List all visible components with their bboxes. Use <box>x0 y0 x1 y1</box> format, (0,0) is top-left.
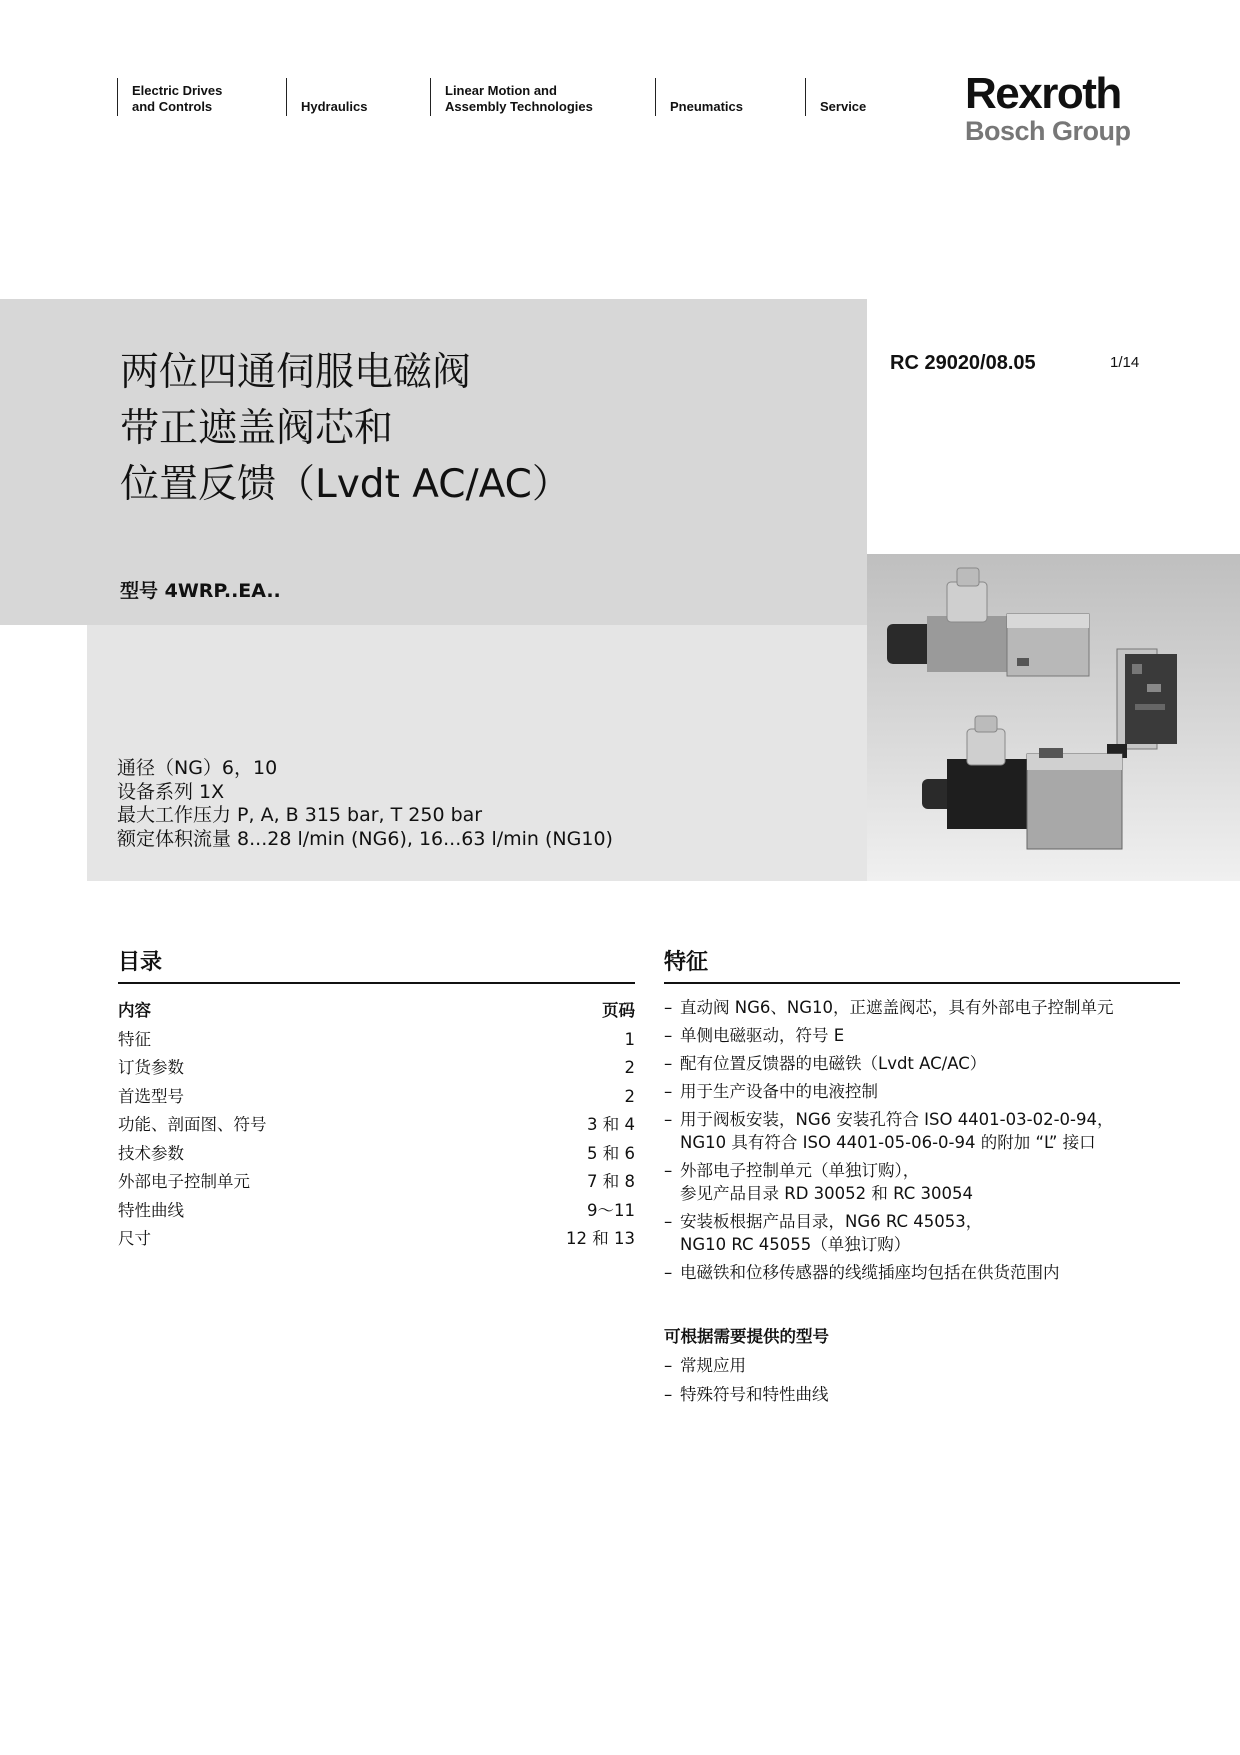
toc-row-page: 3 和 4 <box>587 1115 635 1134</box>
nav-service[interactable]: Service <box>805 78 866 116</box>
toc-row-page: 9～11 <box>587 1200 635 1220</box>
control-card-image <box>1107 649 1177 758</box>
document-title <box>120 345 571 513</box>
toc-row-label: 技术参数 <box>118 1143 184 1163</box>
title-line-2: 带正遮盖阀芯和 <box>120 406 394 451</box>
toc-header-row <box>118 997 635 1026</box>
feature-text: 配有位置反馈器的电磁铁（Lvdt AC/AC） <box>680 1054 987 1073</box>
logo-wordmark: Rexroth <box>965 69 1121 118</box>
spec-flow: 额定体积流量 8...28 l/min (NG6), 16...63 l/min (NG10) <box>117 827 613 850</box>
toc-row[interactable] <box>118 1140 635 1169</box>
toc-row[interactable] <box>118 1197 635 1226</box>
valve-ng6-image <box>887 568 1089 676</box>
nav-pneumatics[interactable]: Pneumatics <box>655 78 743 116</box>
toc-row-label: 功能、剖面图、符号 <box>118 1115 267 1134</box>
spec-nominal-size: 通径（NG）6，10 <box>117 757 278 779</box>
bullet-dash: – <box>664 1054 673 1073</box>
bullet-dash: – <box>664 1026 673 1045</box>
feature-text: 外部电子控制单元（单独订购）， <box>680 1161 920 1180</box>
list-item <box>664 996 1184 1019</box>
toc-row-page: 2 <box>624 1058 635 1077</box>
toc-row-label: 尺寸 <box>118 1229 151 1248</box>
toc-row[interactable] <box>118 1225 635 1254</box>
document-number: RC 29020/08.05 <box>890 352 1036 374</box>
product-photo <box>867 554 1240 881</box>
title-line-1: 两位四通伺服电磁阀 <box>120 350 472 395</box>
rexroth-logo <box>965 69 1145 146</box>
table-of-contents <box>118 997 635 1254</box>
list-item <box>664 1352 829 1381</box>
toc-row-page: 5 和 6 <box>587 1143 635 1163</box>
logo-subtitle: Bosch Group <box>965 116 1131 146</box>
bullet-dash: – <box>664 1356 673 1375</box>
toc-row-page: 2 <box>624 1086 635 1106</box>
toc-col-content: 内容 <box>118 1001 151 1020</box>
list-item <box>664 1210 1184 1256</box>
toc-row-label: 订货参数 <box>118 1058 184 1077</box>
spec-series: 设备系列 1X <box>117 780 225 803</box>
list-item <box>664 1381 829 1410</box>
feature-text: 参见产品目录 RD 30052 和 RC 30054 <box>680 1184 974 1203</box>
feature-text: NG10 具有符合 ISO 4401-05-06-0-94 的附加 “L” 接口 <box>680 1133 1096 1152</box>
nav-electric-drives[interactable]: Electric Drives and Controls <box>117 78 222 116</box>
toc-row-page: 12 和 13 <box>566 1229 635 1248</box>
available-versions-list <box>664 1352 829 1409</box>
bullet-dash: – <box>664 998 673 1017</box>
toc-heading: 目录 <box>118 945 635 984</box>
feature-text: 直动阀 NG6、NG10，正遮盖阀芯，具有外部电子控制单元 <box>680 998 1114 1017</box>
nav-linear-motion[interactable]: Linear Motion and Assembly Technologies <box>430 78 593 116</box>
valve-illustration <box>867 554 1240 881</box>
bullet-dash: – <box>664 1263 673 1282</box>
bullet-dash: – <box>664 1384 673 1404</box>
toc-row[interactable] <box>118 1026 635 1055</box>
available-text: 特殊符号和特性曲线 <box>680 1384 829 1404</box>
toc-row[interactable] <box>118 1168 635 1197</box>
toc-row-label: 特性曲线 <box>118 1200 184 1220</box>
feature-text: 安装板根据产品目录，NG6 RC 45053， <box>680 1212 983 1231</box>
list-item <box>664 1159 1184 1205</box>
toc-col-page: 页码 <box>602 1001 635 1020</box>
list-item <box>664 1080 1184 1103</box>
toc-row-label: 首选型号 <box>118 1086 184 1106</box>
feature-text: 用于阀板安装，NG6 安装孔符合 ISO 4401-03-02-0-94， <box>680 1110 1114 1129</box>
toc-row-page: 7 和 8 <box>587 1172 635 1191</box>
available-versions-heading: 可根据需要提供的型号 <box>664 1327 829 1346</box>
toc-row-label: 外部电子控制单元 <box>118 1172 250 1191</box>
page-number: 1/14 <box>1110 354 1140 371</box>
bullet-dash: – <box>664 1082 673 1101</box>
feature-text: 单侧电磁驱动，符号 E <box>680 1026 845 1045</box>
available-text: 常规应用 <box>680 1356 746 1375</box>
toc-row[interactable] <box>118 1083 635 1112</box>
features-list <box>664 996 1184 1289</box>
title-line-3: 位置反馈（Lvdt AC/AC） <box>120 462 571 507</box>
feature-text: NG10 RC 45055（单独订购） <box>680 1235 911 1254</box>
feature-text: 用于生产设备中的电液控制 <box>680 1082 878 1101</box>
list-item <box>664 1024 1184 1047</box>
feature-text: 电磁铁和位移传感器的线缆插座均包括在供货范围内 <box>680 1263 1060 1282</box>
spec-summary <box>117 757 613 851</box>
list-item <box>664 1108 1184 1154</box>
nav-hydraulics[interactable]: Hydraulics <box>286 78 367 116</box>
toc-row[interactable] <box>118 1111 635 1140</box>
bullet-dash: – <box>664 1110 673 1129</box>
features-heading: 特征 <box>664 945 1180 984</box>
toc-row-label: 特征 <box>118 1029 151 1049</box>
model-designation: 型号 4WRP..EA.. <box>120 580 281 602</box>
toc-row-page: 1 <box>624 1029 635 1049</box>
list-item <box>664 1052 1184 1075</box>
spec-pressure: 最大工作压力 P, A, B 315 bar, T 250 bar <box>117 804 483 826</box>
toc-row[interactable] <box>118 1054 635 1083</box>
list-item <box>664 1261 1184 1284</box>
valve-ng10-image <box>922 716 1122 849</box>
bullet-dash: – <box>664 1161 673 1180</box>
bullet-dash: – <box>664 1212 673 1231</box>
